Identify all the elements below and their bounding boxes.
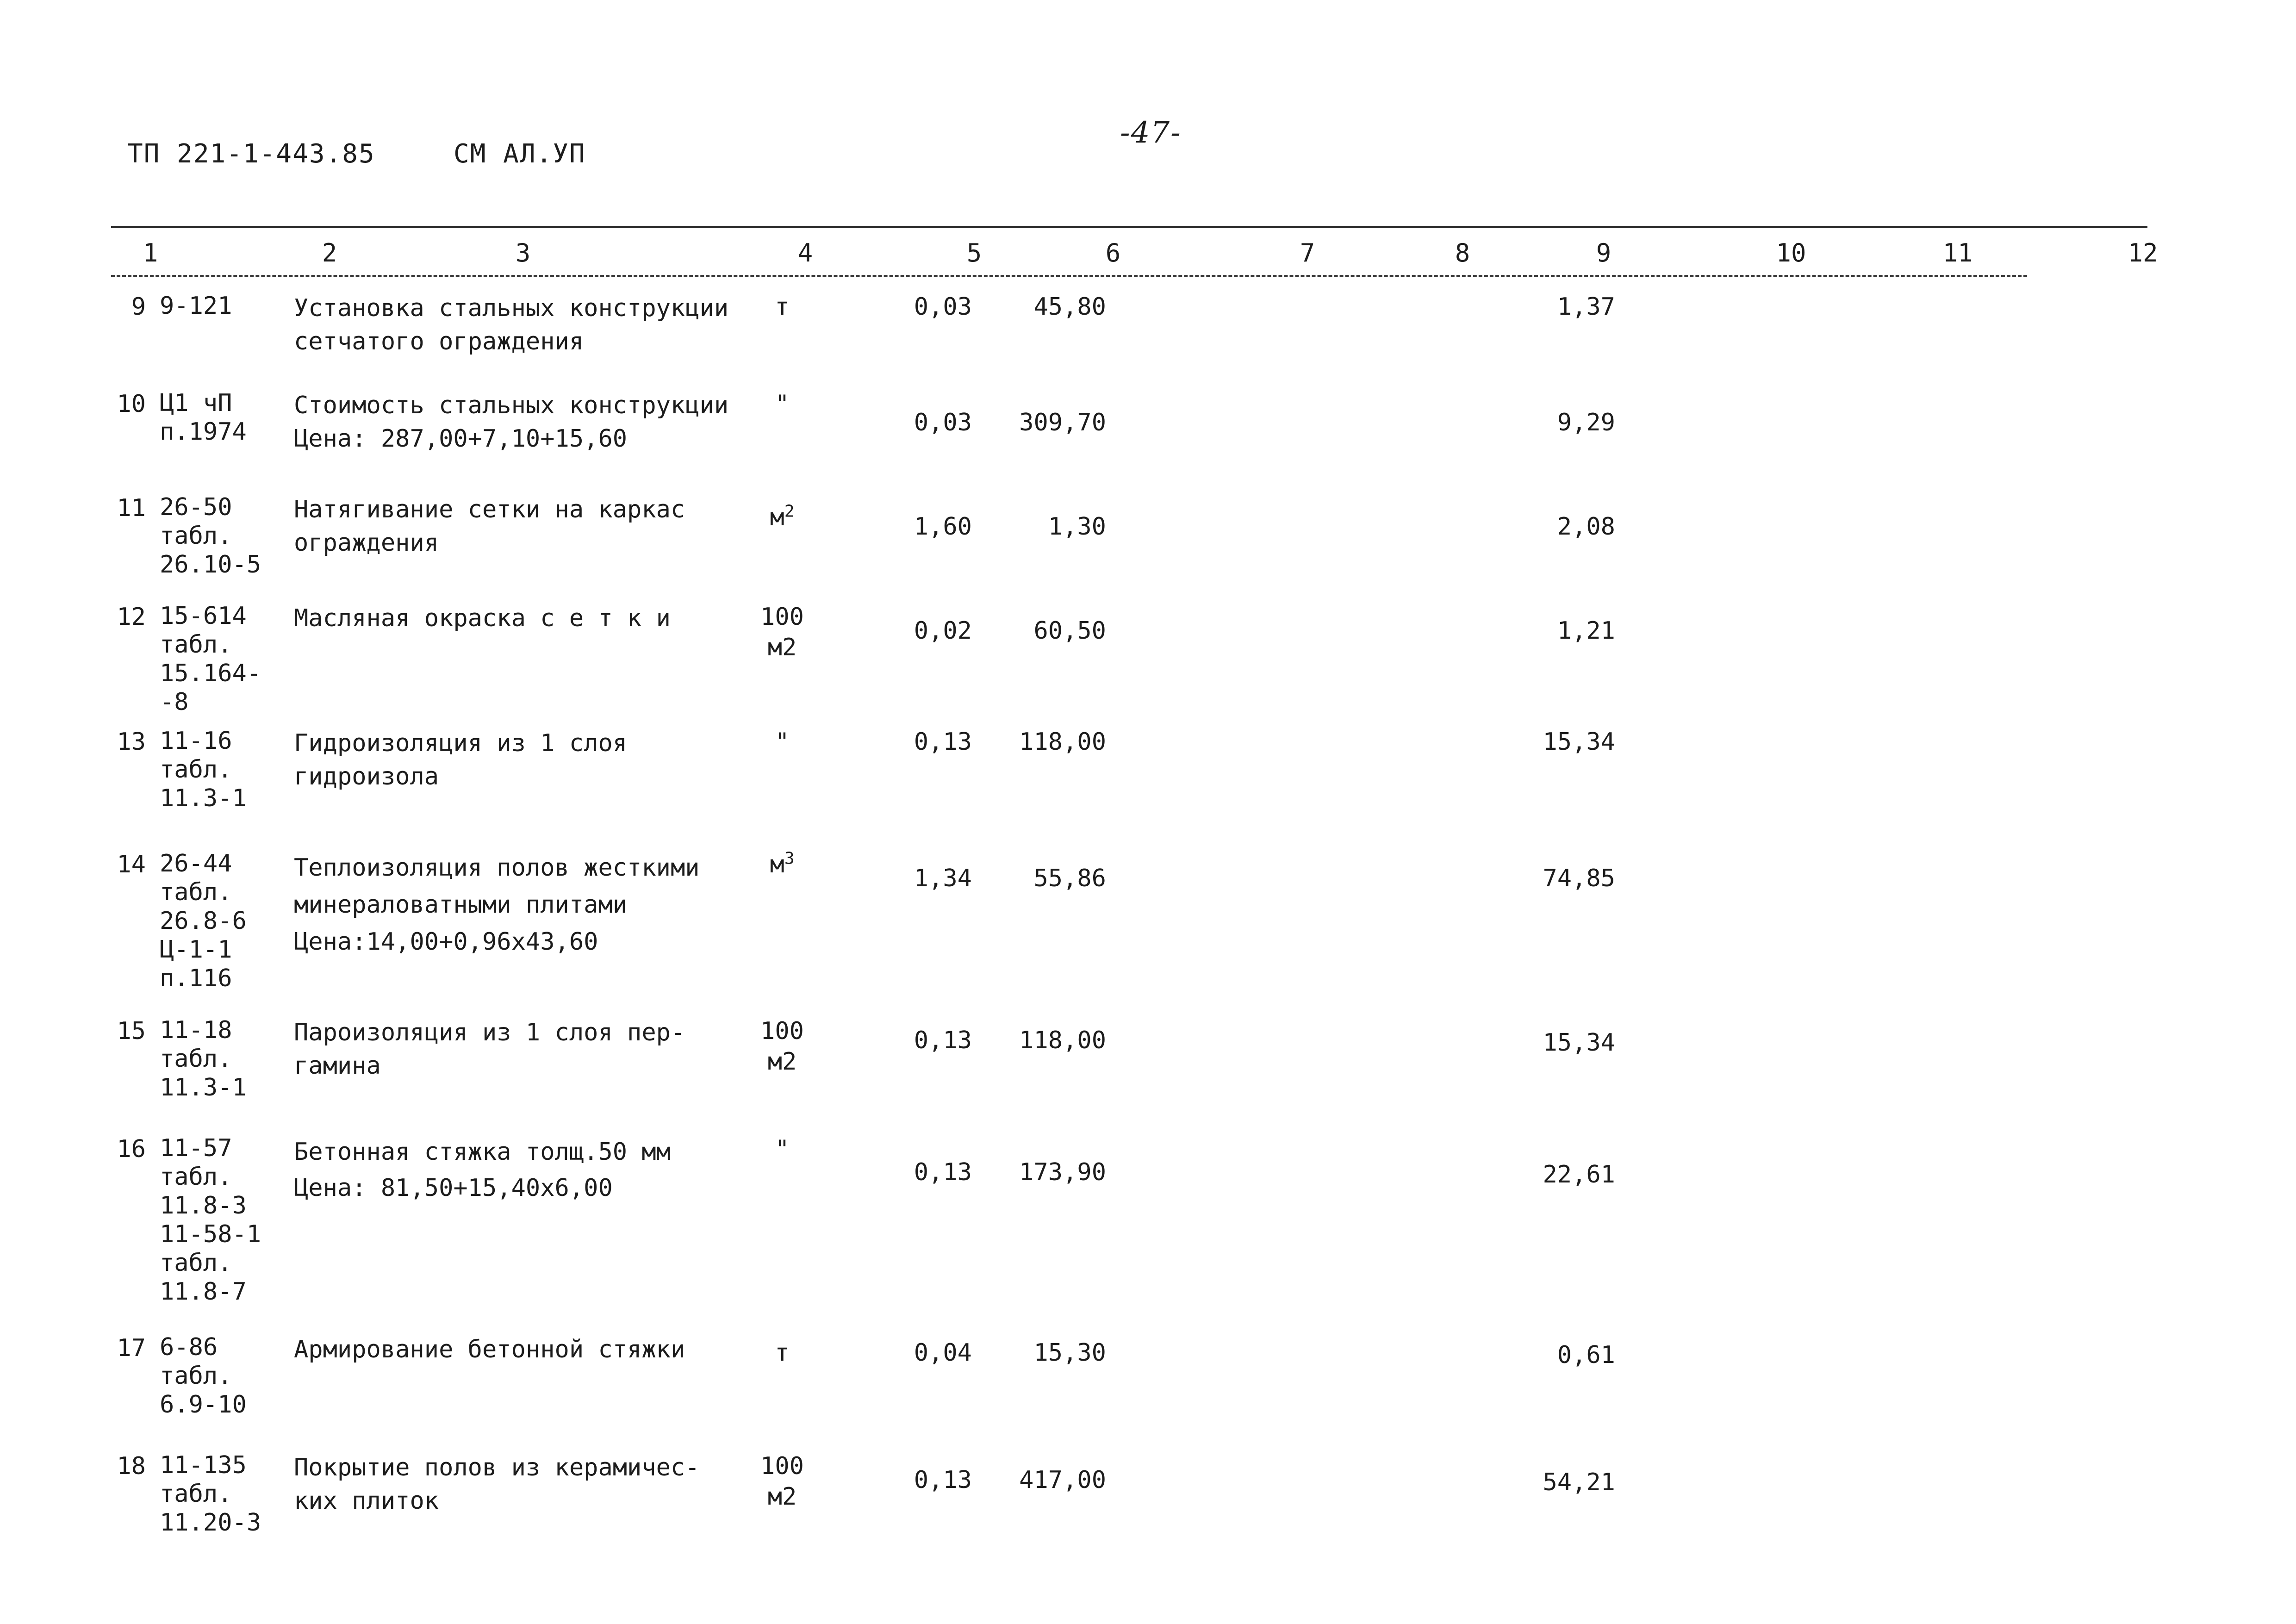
row-number: 15	[117, 1017, 146, 1045]
column-number: 2	[322, 238, 337, 268]
total-cost: 15,34	[1543, 728, 1615, 756]
row-number: 18	[117, 1452, 146, 1480]
column-number: 3	[515, 238, 531, 268]
quantity: 0,03	[914, 409, 972, 436]
row-number: 11	[117, 494, 146, 522]
unit: "	[775, 728, 790, 756]
rate-code: 11-135 табл. 11.20-3	[160, 1451, 261, 1537]
rate-code: 15-614 табл. 15.164- -8	[160, 602, 261, 716]
row-number: 10	[117, 390, 146, 418]
quantity: 0,13	[914, 1466, 972, 1494]
work-description: Покрытие полов из керамичес- ких плиток	[294, 1454, 700, 1515]
quantity: 0,04	[914, 1339, 972, 1367]
rate-code: 11-57 табл. 11.8-3 11-58-1 табл. 11.8-7	[160, 1134, 261, 1306]
sheet-code: СМ АЛ.УП	[454, 139, 586, 169]
work-description: Натягивание сетки на каркас ограждения	[294, 496, 685, 557]
page-header	[0, 0, 2296, 213]
unit-price: 1,30	[1048, 513, 1106, 541]
column-number: 5	[966, 238, 982, 268]
unit-price: 309,70	[1019, 409, 1106, 436]
unit: "	[775, 390, 790, 418]
unit-price: 118,00	[1019, 728, 1106, 756]
total-cost: 2,08	[1557, 513, 1615, 541]
row-number: 16	[117, 1135, 146, 1163]
total-cost: 54,21	[1543, 1468, 1615, 1496]
rate-code: 9-121	[160, 292, 232, 320]
work-description: Пароизоляция из 1 слоя пер- гамина	[294, 1019, 685, 1080]
work-description: Масляная окраска с е т к и	[294, 604, 671, 632]
rate-code: 6-86 табл. 6.9-10	[160, 1333, 247, 1419]
row-number: 12	[117, 603, 146, 631]
column-number: 8	[1455, 238, 1470, 268]
table-header-rule	[111, 275, 2027, 277]
quantity: 0,03	[914, 293, 972, 321]
unit-price: 55,86	[1033, 865, 1106, 892]
quantity: 1,60	[914, 513, 972, 541]
unit-price: 173,90	[1019, 1158, 1106, 1186]
column-number: 4	[797, 238, 813, 268]
quantity: 0,13	[914, 1158, 972, 1186]
work-description: Армирование бетонной стяжки	[294, 1336, 685, 1363]
total-cost: 9,29	[1557, 409, 1615, 436]
work-description: Установка стальных конструкции сетчатого ограждения	[294, 294, 729, 355]
unit: 100 м2	[760, 1452, 804, 1511]
unit: т	[775, 1339, 790, 1367]
work-description: Гидроизоляция из 1 слоя гидроизола	[294, 729, 628, 790]
unit-price: 118,00	[1019, 1027, 1106, 1054]
quantity: 0,13	[914, 1027, 972, 1054]
document-code: ТП 221-1-443.85	[127, 139, 375, 169]
row-number: 9	[131, 293, 146, 321]
column-number: 10	[1776, 238, 1806, 268]
unit-price: 60,50	[1033, 617, 1106, 645]
column-number: 7	[1300, 238, 1315, 268]
unit-price: 15,30	[1033, 1339, 1106, 1367]
unit: $м^3$	[770, 849, 795, 878]
column-number: 1	[143, 238, 158, 268]
work-description: Теплоизоляция полов жесткими минераловатными плитами Цена:14,00+0,96х43,60	[294, 854, 700, 956]
total-cost: 22,61	[1543, 1161, 1615, 1188]
quantity: 1,34	[914, 865, 972, 892]
total-cost: 1,37	[1557, 293, 1615, 321]
unit: 100 м2	[760, 603, 804, 661]
unit-price: 417,00	[1019, 1466, 1106, 1494]
page-number: -47-	[1120, 116, 1182, 150]
unit: "	[775, 1135, 790, 1163]
row-number: 13	[117, 728, 146, 756]
total-cost: 0,61	[1557, 1341, 1615, 1369]
column-number: 6	[1105, 238, 1121, 268]
rate-code: 11-18 табл. 11.3-1	[160, 1016, 247, 1101]
total-cost: 74,85	[1543, 865, 1615, 892]
rate-code: 26-50 табл. 26.10-5	[160, 493, 261, 579]
total-cost: 1,21	[1557, 617, 1615, 645]
unit: 100 м2	[760, 1017, 804, 1076]
table-top-rule	[111, 226, 2147, 228]
column-number: 9	[1596, 238, 1612, 268]
row-number: 14	[117, 851, 146, 878]
rate-code: Ц1 чП п.1974	[160, 389, 247, 446]
quantity: 0,13	[914, 728, 972, 756]
quantity: 0,02	[914, 617, 972, 645]
rate-code: 26-44 табл. 26.8-6 Ц-1-1 п.116	[160, 850, 247, 992]
unit-price: 45,80	[1033, 293, 1106, 321]
total-cost: 15,34	[1543, 1029, 1615, 1057]
unit: т	[775, 293, 790, 321]
column-number: 11	[1942, 238, 1973, 268]
rate-code: 11-16 табл. 11.3-1	[160, 727, 247, 812]
work-description: Бетонная стяжка толщ.50 мм Цена: 81,50+15,40х6,00	[294, 1138, 671, 1202]
unit: $м^2$	[770, 502, 795, 531]
row-number: 17	[117, 1334, 146, 1362]
column-number: 12	[2128, 238, 2158, 268]
work-description: Стоимость стальных конструкции Цена: 287,00+7,10+15,60	[294, 392, 729, 453]
